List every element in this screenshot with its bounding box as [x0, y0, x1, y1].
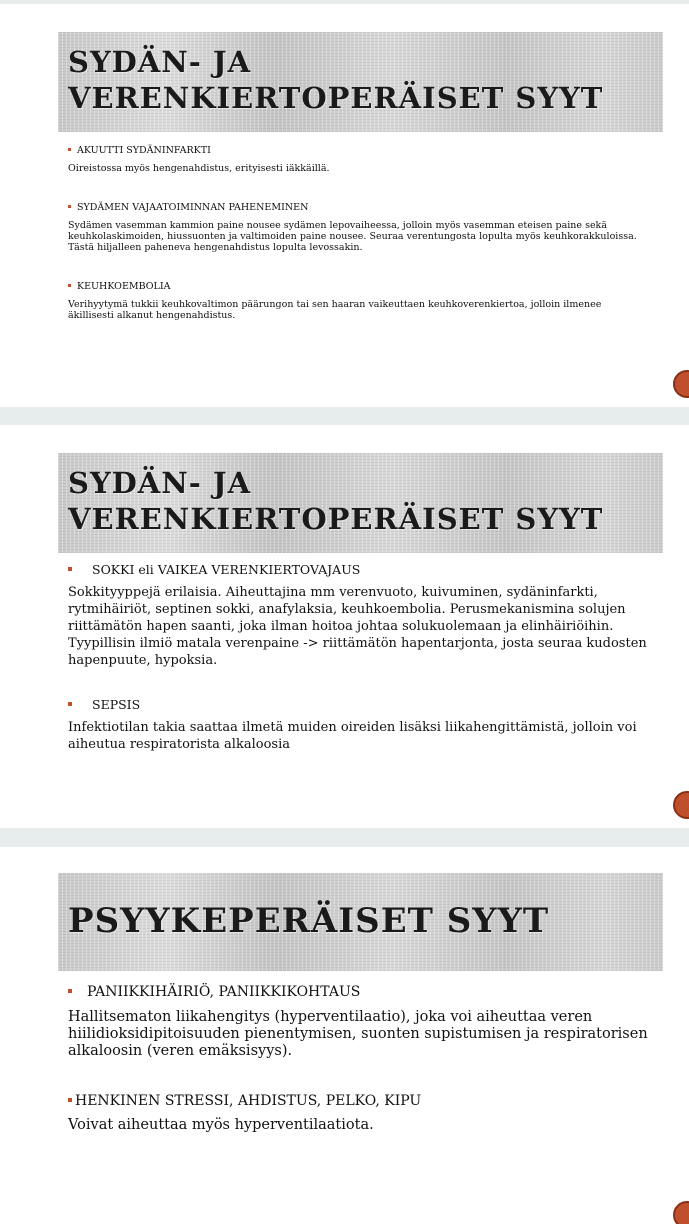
slide-2	[0, 425, 689, 828]
slide-number-circle-icon	[673, 370, 689, 398]
slide-title: PSYYKEPERÄISET SYYT	[68, 901, 550, 941]
slide-body	[68, 144, 650, 321]
bullet-heading-text: SEPSIS	[92, 697, 141, 712]
slide-body	[68, 562, 650, 753]
square-bullet-icon	[68, 702, 72, 706]
bullet-heading	[68, 983, 650, 1001]
slide-title	[68, 465, 663, 537]
slide-title-line: SYDÄN- JA	[68, 466, 252, 500]
square-bullet-icon	[68, 989, 72, 993]
bullet-heading	[68, 697, 650, 713]
slide-title-band	[58, 32, 663, 132]
slide-title-line: SYDÄN- JA	[68, 45, 252, 79]
bullet-text: Oireistossa myös hengenahdistus, erityisesti iäkkäillä.	[68, 163, 330, 174]
bullet-heading-text: KEUHKOEMBOLIA	[77, 281, 171, 292]
slide-3	[0, 847, 689, 1224]
slide-body	[68, 983, 650, 1134]
bullet-heading	[68, 144, 650, 157]
slide-title	[68, 44, 663, 116]
bullet-text: Sokkityyppejä erilaisia. Aiheuttajina mm verenvuoto, kuivuminen, sydäninfarkti, rytmihäiriöt, septinen sokki, anafylaksia, keuhkoembolia. Perusmekanismina solujen riittämätön hapen saanti, joka ilman hoitoa johtaa solukuolemaan ja elinhäiriöihin. Tyypillisin ilmiö matala verenpaine -> riittämätön hapentarjonta, josta seuraa kudosten hapenpuute, hypoksia.	[68, 585, 647, 668]
bullet-text: Verihyytymä tukkii keuhkovaltimon päärungon tai sen haaran vaikeuttaen keuhkoverenkiertoa, jolloin ilmenee äkillisesti alkanut hengenahdistus.	[68, 299, 602, 321]
bullet-heading	[68, 1092, 650, 1110]
square-bullet-icon	[68, 567, 72, 571]
slide-title-line: VERENKIERTOPERÄISET SYYT	[68, 81, 604, 115]
bullet-heading-text: HENKINEN STRESSI, AHDISTUS, PELKO, KIPU	[75, 1093, 422, 1109]
square-bullet-icon	[68, 148, 71, 151]
slide-title-band	[58, 453, 663, 553]
slide-title-line: VERENKIERTOPERÄISET SYYT	[68, 502, 604, 536]
square-bullet-icon	[68, 1098, 72, 1102]
slide-1	[0, 4, 689, 407]
bullet-text: Voivat aiheuttaa myös hyperventilaatiota.	[68, 1117, 374, 1133]
square-bullet-icon	[68, 284, 71, 287]
bullet-heading-text: SYDÄMEN VAJAATOIMINNAN PAHENEMINEN	[77, 202, 309, 213]
slide-number-circle-icon	[673, 791, 689, 819]
bullet-heading-text: AKUUTTI SYDÄNINFARKTI	[77, 145, 211, 156]
bullet-text: Sydämen vasemman kammion paine nousee sydämen lepovaiheessa, jolloin myös vasemman eteisen paine sekä keuhkolaskimoiden, hiussuonten ja valtimoiden paine nousee. Seuraa verentungosta lopulta myös keuhkorakkuloissa. Tästä hiljalleen paheneva hengenahdistus lopulta levossakin.	[68, 220, 637, 253]
bullet-heading	[68, 562, 650, 578]
bullet-heading	[68, 280, 650, 293]
bullet-text: Hallitsematon liikahengitys (hyperventilaatio), joka voi aiheuttaa veren hiilidioksidipitoisuuden pienentymisen, suonten supistumisen ja respiratorisen alkaloosin (veren emäksisyys).	[68, 1009, 648, 1059]
slide-number-circle-icon	[673, 1201, 689, 1224]
bullet-heading-text: PANIIKKIHÄIRIÖ, PANIIKKIKOHTAUS	[87, 984, 361, 1000]
square-bullet-icon	[68, 205, 71, 208]
slide-title-band	[58, 873, 663, 971]
bullet-heading	[68, 201, 650, 214]
bullet-text: Infektiotilan takia saattaa ilmetä muiden oireiden lisäksi liikahengittämistä, jolloin voi aiheutua respiratorista alkaloosia	[68, 720, 637, 752]
bullet-heading-text: SOKKI eli VAIKEA VERENKIERTOVAJAUS	[92, 562, 361, 577]
